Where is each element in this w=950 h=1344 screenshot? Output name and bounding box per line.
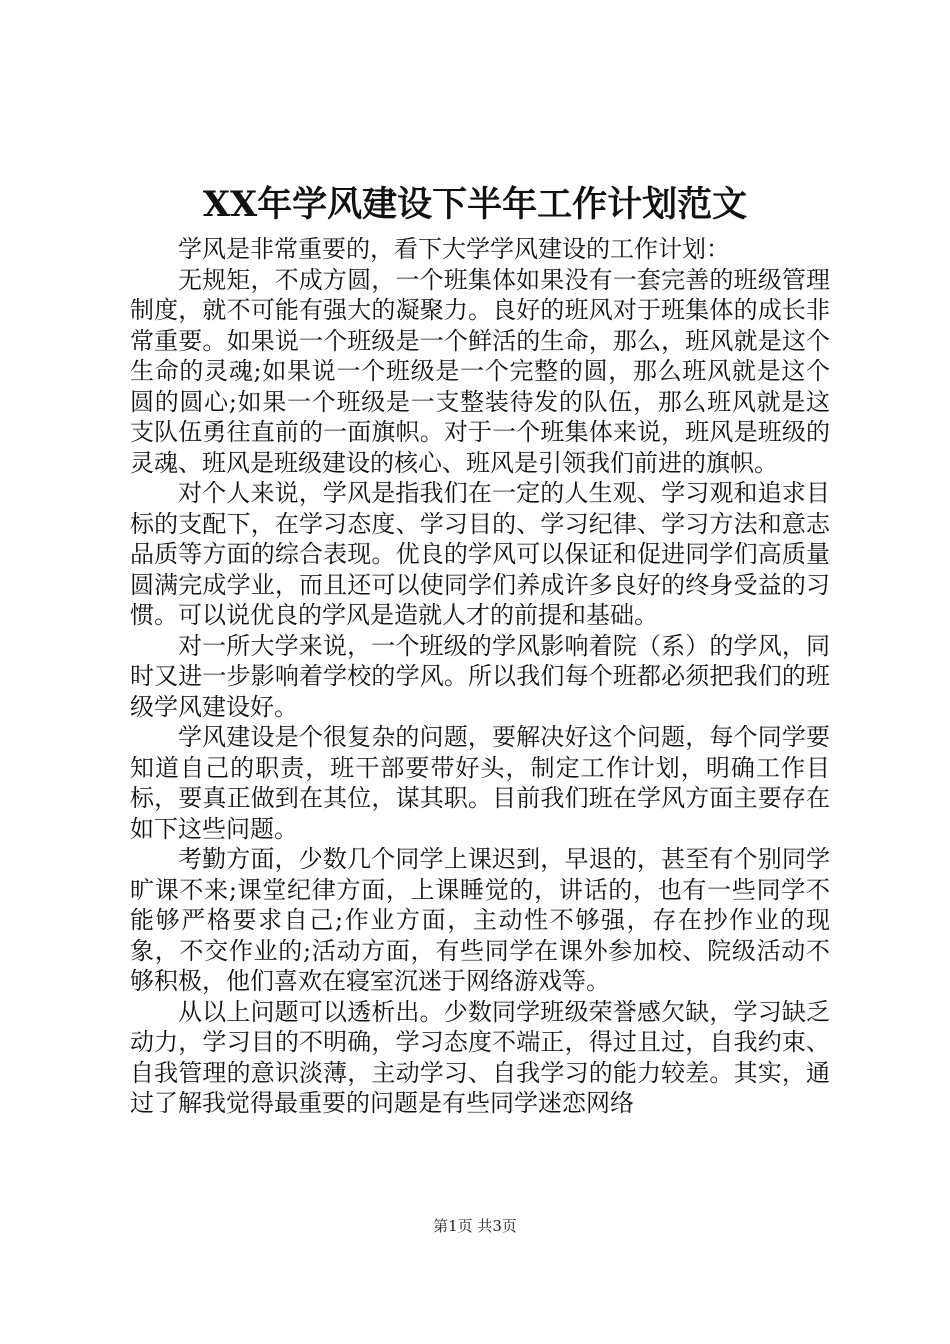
paragraph-analysis: 从以上问题可以透析出。少数同学班级荣誉感欠缺，学习缺乏动力，学习目的不明确，学习态度不端正，得过且过，自我约束、自我管理的意识淡薄，主动学习、自我学习的能力较差。其实，通过了解我觉得最重要的问题是有些同学迷恋网络 — [130, 997, 830, 1117]
document-body — [130, 234, 830, 1119]
paragraph-class-style: 无规矩，不成方圆，一个班集体如果没有一套完善的班级管理制度，就不可能有强大的凝聚力。良好的班风对于班集体的成长非常重要。如果说一个班级是一个鲜活的生命，那么，班风就是这个生命的灵魂;如果说一个班级是一个完整的圆，那么班风就是这个圆的圆心;如果一个班级是一支整装待发的队伍，那么班风就是这支队伍勇往直前的一面旗帜。对于一个班集体来说，班风是班级的灵魂、班风是班级建设的核心、班风是引领我们前进的旗帜。 — [130, 265, 830, 477]
paragraph-intro: 学风是非常重要的，看下大学学风建设的工作计划： — [178, 235, 730, 263]
paragraph-study-style-problems: 学风建设是个很复杂的问题，要解决好这个问题，每个同学要知道自己的职责，班干部要带好头，制定工作计划，明确工作目标，要真正做到在其位，谋其职。目前我们班在学风方面主要存在如下这些问题。 — [130, 723, 830, 843]
document-title: XX年学风建设下半年工作计划范文 — [202, 184, 748, 225]
page-number-footer: 第1页 共3页 — [433, 1217, 517, 1235]
paragraph-attendance-issues: 考勤方面，少数几个同学上课迟到，早退的，甚至有个别同学旷课不来;课堂纪律方面，上课睡觉的，讲话的，也有一些同学不能够严格要求自己;作业方面，主动性不够强，存在抄作业的现象，不交作业的;活动方面，有些同学在课外参加校、院级活动不够积极，他们喜欢在寝室沉迷于网络游戏等。 — [130, 845, 830, 995]
paragraph-university-study-style: 对一所大学来说，一个班级的学风影响着院（系）的学风，同时又进一步影响着学校的学风。所以我们每个班都必须把我们的班级学风建设好。 — [130, 631, 830, 721]
paragraph-personal-study-style: 对个人来说，学风是指我们在一定的人生观、学习观和追求目标的支配下，在学习态度、学习目的、学习纪律、学习方法和意志品质等方面的综合表现。优良的学风可以保证和促进同学们高质量圆满完成学业，而且还可以使同学们养成许多良好的终身受益的习惯。可以说优良的学风是造就人才的前提和基础。 — [130, 479, 830, 629]
